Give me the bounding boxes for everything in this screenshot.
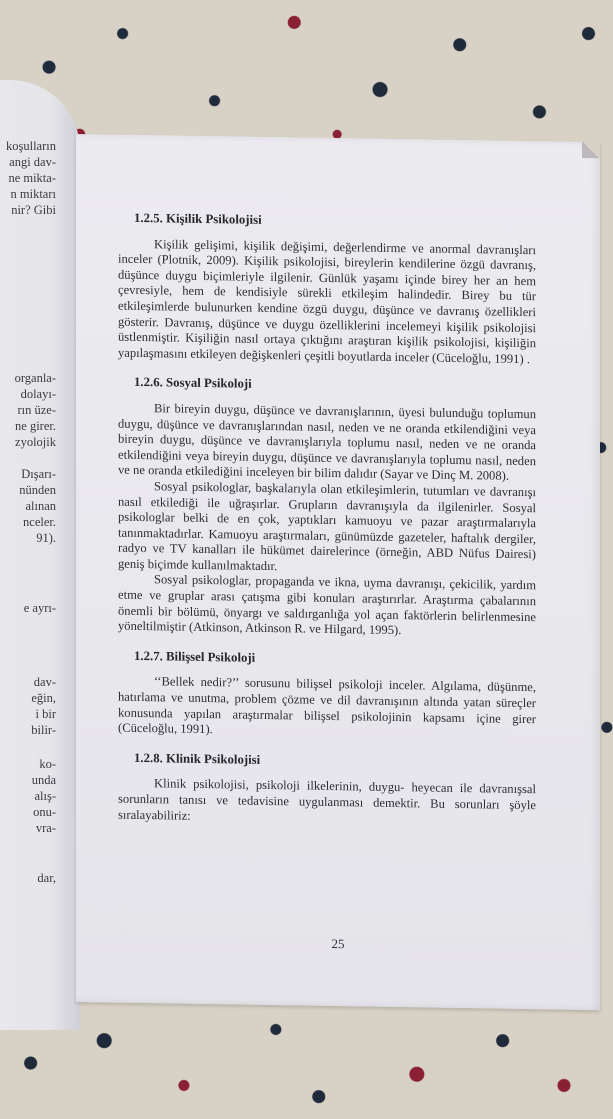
left-page-fragment: nir? Gibi bbox=[11, 203, 56, 217]
left-page-fragment: vra- bbox=[35, 821, 56, 835]
left-page-fragment: nceler. bbox=[23, 515, 56, 529]
left-page-fragment: ne mikta- bbox=[8, 171, 56, 185]
section-klinik-psikolojisi bbox=[118, 750, 536, 829]
left-page-fragment: alış- bbox=[34, 789, 56, 803]
left-page-fragment: nünden bbox=[19, 483, 56, 497]
left-page-fragment: eğin, bbox=[31, 691, 56, 705]
left-page-fragment: zyolojik bbox=[15, 435, 56, 449]
left-page bbox=[0, 80, 80, 1030]
left-page-fragment: dar, bbox=[37, 871, 56, 885]
right-page bbox=[76, 134, 600, 1010]
left-page-fragment: dolayı- bbox=[20, 387, 56, 401]
paragraph: Sosyal psikologlar, propaganda ve ikna, uyma davranışı, çekicilik, yardım etme ve gruplar arası çatışma gibi konuları araştırırlar. Araştırma çabalarının önemli bir bölümü, önyargı ve saldırganlığa yol açan faktörlerin belirlenmesine yöneltilmiştir (Atkinson, Atkinson R. ve Hilgard, 1995). bbox=[118, 572, 536, 638]
paragraph: Bir bireyin duygu, düşünce ve davranışlarının, üyesi bulunduğu toplumun duygu, düşünce ve davranışlarından nasıl, neden ve ne oranda etkilendiğini veya bireyin duygu, düşünce ve davranışlarıyla toplumu nasıl, neden ve ne oranda etkilendiğini veya bireyin duygu, düşünce ve davranışlarıyla toplumu nasıl, neden ve ne oranda etkilediğini inceleyen bir bilim dalıdır (Sayar ve Dinç M. 2008). bbox=[118, 401, 536, 484]
page-body bbox=[118, 211, 536, 844]
left-page-fragment: ko- bbox=[39, 757, 56, 771]
left-page-fragment: dav- bbox=[33, 675, 56, 689]
paragraph: Kişilik gelişimi, kişilik değişimi, değerlendirme ve anormal davranışları inceler (Plotnik, 2009). Kişilik psikolojisi, bireylerin kendilerine özgü davranış, düşünce duygu biçimleriyle ilgilenir. Günlük yaşamı içinde birey her an hem çevresiyle, hem de kendisiyle sürekli etkileşim halindedir. Birey bu tür etkileşimlerde bulunurken kendine özgü duygu, düşünce ve davranış özellikleri gösterir. Davranış, düşünce ve duygu özelliklerini incelemeyi kişilik psikolojisi üstlenmiştir. Kişiliğin nasıl ortaya çıktığını araştıran kişilik psikolojisi, kişiliğin yapılaşmasını etkileyen değişkenleri çeşitli boyutlarda inceler (Cüceloğlu, 1991) . bbox=[118, 236, 536, 366]
paragraph: ‘‘Bellek nedir?’’ sorusunu bilişsel psikoloji inceler. Algılama, düşünme, hatırlama ve unutma, problem çözme ve dil davranışının altında yatan süreçler konusunda yapılan araştırmalar bilişsel psikolojinin kapsamı içine girer (Cüceloğlu, 1991). bbox=[118, 674, 536, 737]
folded-corner bbox=[582, 142, 600, 158]
left-page-fragment: koşulların bbox=[6, 139, 56, 153]
left-page-fragment: angi dav- bbox=[9, 155, 56, 169]
left-page-fragment: ne girer. bbox=[15, 419, 56, 433]
paragraph: Klinik psikolojisi, psikoloji ilkelerinin, duygu- heyecan ile davranışsal sorunların tanısı ve tedavisine uygulanması demektir. Bu sorunları şöyle sıralayabiliriz: bbox=[118, 776, 536, 823]
left-page-fragment: e ayrı- bbox=[23, 601, 56, 615]
page-number: 25 bbox=[331, 936, 345, 952]
left-page-fragment: n miktarı bbox=[10, 187, 56, 201]
left-page-fragment: alınan bbox=[25, 499, 56, 513]
section-kisilik-psikolojisi bbox=[118, 211, 536, 368]
left-page-fragment: bilir- bbox=[31, 723, 56, 737]
section-sosyal-psikoloji bbox=[118, 375, 536, 641]
left-page-fragment: unda bbox=[31, 773, 56, 787]
section-heading: 1.2.6. Sosyal Psikoloji bbox=[134, 375, 252, 392]
section-bilissel-psikoloji bbox=[118, 649, 536, 744]
left-page-fragment: organla- bbox=[14, 371, 56, 385]
section-heading: 1.2.7. Bilişsel Psikoloji bbox=[134, 648, 256, 665]
left-page-fragment: onu- bbox=[33, 805, 56, 819]
left-page-fragment: i bir bbox=[35, 707, 56, 721]
left-page-fragment: rın üze- bbox=[17, 403, 56, 417]
paragraph: Sosyal psikologlar, başkalarıyla olan etkileşimlerin, tutumları ve davranışı nasıl etkilediği ile uğraşırlar. Grupların davranışıyla da ilgilenirler. Sosyal psikologlar belki de en çok, yaptıkları kamuoyu ve pazar araştırmalarıyla tanınmaktadırlar. Kamuoyu araştırmaları, günümüzde gazeteler, haftalık dergiler, radyo ve TV kanalları ile hükümet dairelerince (örneğin, ABD Nüfus Dairesi) geniş biçimde kullanılmaktadır. bbox=[118, 479, 536, 574]
left-page-fragment: 91). bbox=[36, 531, 56, 545]
left-page-fragment: Dışarı- bbox=[21, 467, 56, 481]
section-heading: 1.2.5. Kişilik Psikolojisi bbox=[134, 210, 262, 227]
section-heading: 1.2.8. Klinik Psikolojisi bbox=[134, 750, 261, 767]
